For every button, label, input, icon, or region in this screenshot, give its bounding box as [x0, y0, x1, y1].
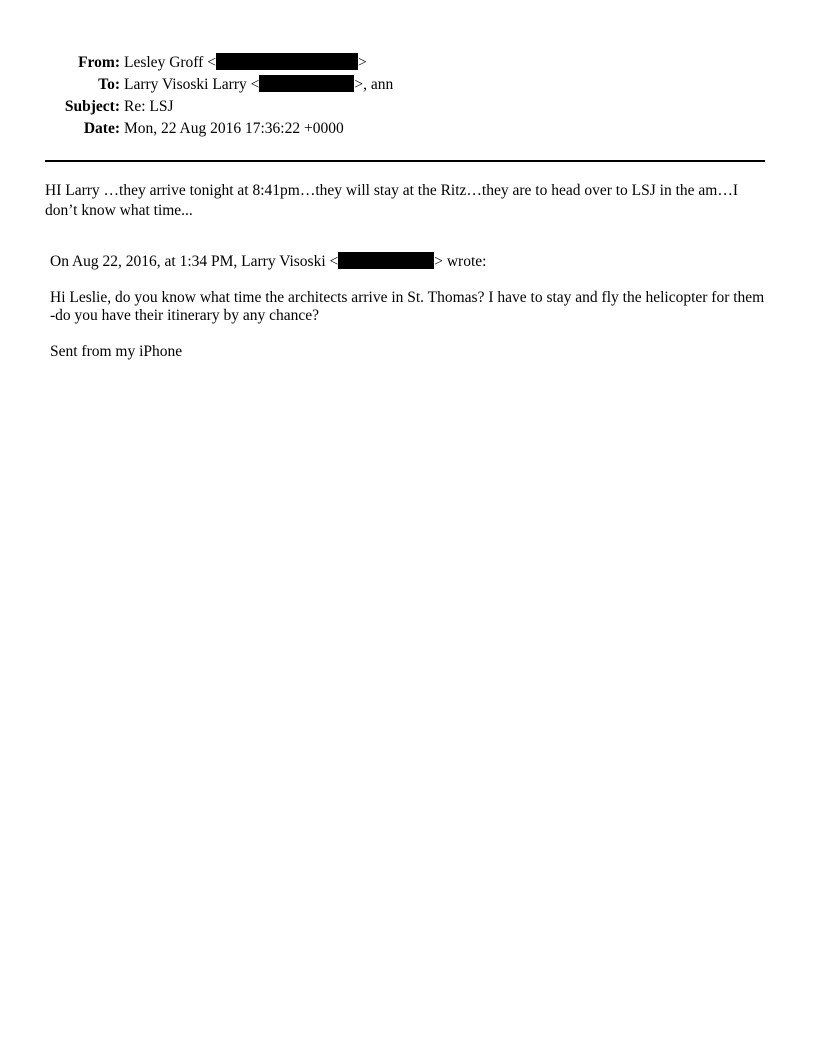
from-name: Lesley Groff <: [124, 54, 216, 71]
from-value: [124, 52, 393, 74]
subject-row: [46, 96, 393, 118]
to-name: Larry Visoski Larry <: [124, 76, 260, 93]
quoted-message: [50, 252, 766, 361]
quoted-signature: Sent from my iPhone: [50, 343, 183, 360]
date-value: Mon, 22 Aug 2016 17:36:22 +0000: [124, 120, 344, 137]
date-label: Date:: [83, 120, 120, 137]
header-divider: [45, 160, 765, 162]
quote-attribution: [50, 252, 766, 271]
to-label: To:: [98, 76, 120, 93]
from-label: From:: [78, 54, 120, 71]
subject-value: Re: LSJ: [124, 98, 174, 115]
redaction-box: [216, 53, 358, 70]
subject-label: Subject:: [64, 98, 120, 115]
to-suffix: >, ann: [354, 76, 394, 93]
from-row: [46, 52, 393, 74]
message-body: HI Larry …they arrive tonight at 8:41pm…they will stay at the Ritz…they are to head over to LSJ in the am…I don’t know what time...: [45, 182, 739, 219]
to-value: [124, 74, 393, 96]
quoted-line-2: -do you have their itinerary by any chance?: [50, 307, 319, 324]
attribution-suffix: > wrote:: [434, 253, 487, 270]
attribution-prefix: On Aug 22, 2016, at 1:34 PM, Larry Visoski <: [50, 253, 339, 270]
email-header: [46, 52, 393, 140]
redaction-box: [338, 252, 434, 269]
date-row: [46, 118, 393, 140]
redaction-box: [259, 75, 354, 92]
from-suffix: >: [357, 54, 367, 71]
to-row: [46, 74, 393, 96]
quoted-line-1: Hi Leslie, do you know what time the architects arrive in St. Thomas? I have to stay and fly the helicopter for them: [50, 289, 765, 306]
